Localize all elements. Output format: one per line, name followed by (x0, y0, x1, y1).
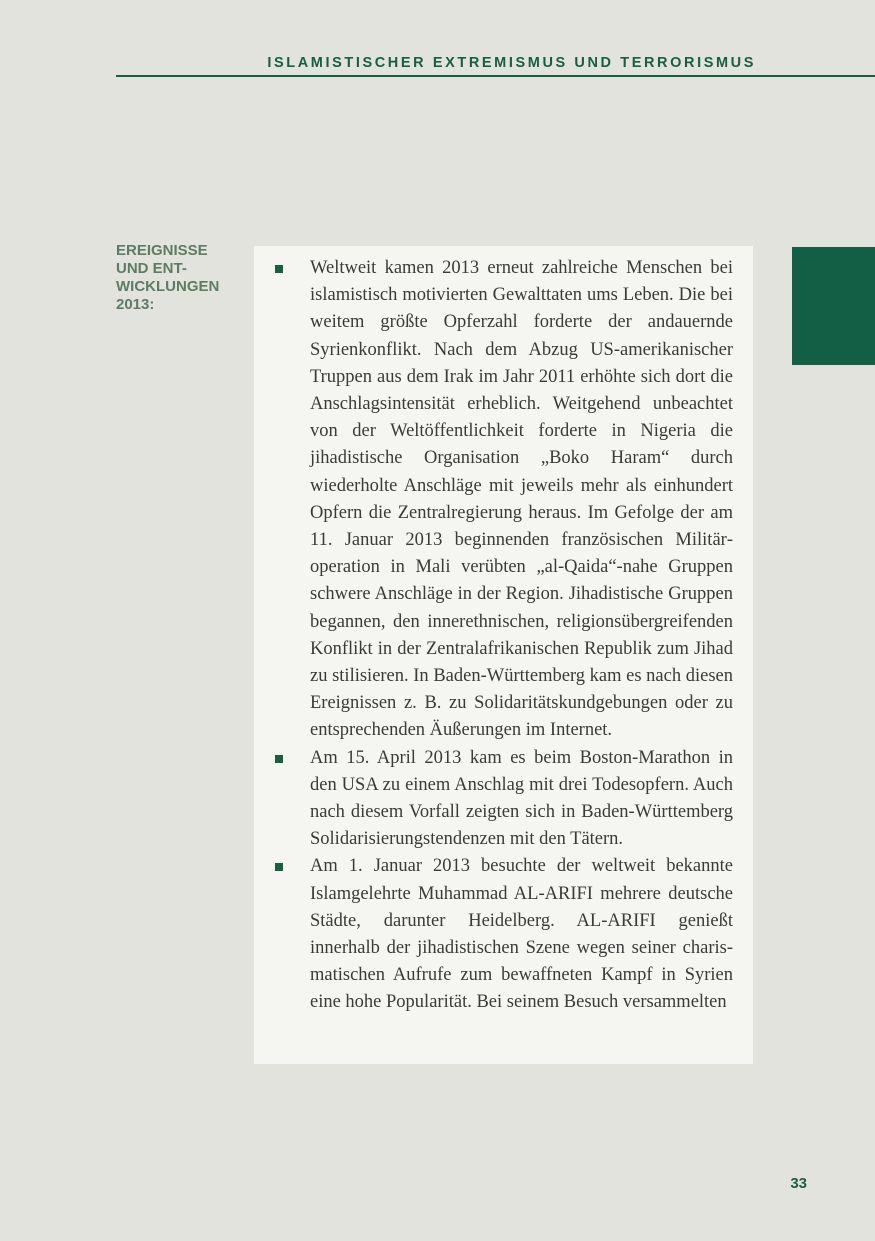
bullet-list (310, 255, 733, 1017)
bullet-item (310, 255, 733, 745)
chapter-side-tab (792, 247, 875, 365)
header-rule (116, 75, 875, 77)
bullet-item (310, 745, 733, 854)
page-number: 33 (790, 1175, 807, 1192)
square-bullet-icon (275, 863, 283, 871)
section-heading (116, 242, 246, 314)
running-header-title: ISLAMISTISCHER EXTREMISMUS UND TERRORISMUS (267, 55, 756, 71)
bullet-text: Am 15. April 2013 kam es beim Boston-Marathon in den USA zu einem Anschlag mit drei Todesopfern. Auch nach diesem Vorfall zeigten sich in Baden-Württemberg Solidarisierungstendenzen mit den Tätern. (310, 747, 733, 850)
section-heading-line: 2013: (116, 296, 155, 313)
square-bullet-icon (275, 265, 283, 273)
section-heading-line: UND ENT- (116, 260, 187, 277)
bullet-text: Weltweit kamen 2013 erneut zahlreiche Menschen bei islamistisch motivierten Gewalttaten ums Leben. Die bei weitem größte Opferzahl forderte der andauernde Syrienkonflikt. Nach dem Abzug US-amerikanischer Truppen aus dem Irak im Jahr 2011 erhöhte sich dort die Anschlagsintensität erheblich. Weitgehend unbeachtet von der Weltöffentlichkeit forderte in Nigeria die jihadistische Organisation „Boko Haram“ durch wiederholte Anschläge mit jeweils mehr als einhundert Opfern die Zentralregierung heraus. Im Gefolge der am 11. Januar 2013 beginnenden französischen Militäroperation in Mali verübten „al-Qaida“-nahe Gruppen schwere Anschläge in der Region. Jihadistische Gruppen begannen, den innerethnischen, religionsübergreifenden Konflikt in der Zentralafrikanischen Republik zum Jihad zu stilisieren. In Baden-Württemberg kam es nach diesen Ereignissen z. B. zu Solidaritätskundgebungen oder zu entsprechenden Äußerungen im Internet. (310, 258, 733, 741)
bullet-item (310, 853, 733, 1016)
bullet-text: Am 1. Januar 2013 besuchte der weltweit bekannte Islamgelehrte Muhammad AL-ARIFI mehrere deutsche Städte, darunter Heidelberg. AL-ARIFI genießt innerhalb der jihadistischen Szene wegen seiner charismatischen Aufrufe zum bewaffneten Kampf in Syrien eine hohe Popularität. Bei seinem Besuch versammelten (310, 856, 733, 1013)
square-bullet-icon (275, 755, 283, 763)
section-heading-line: WICKLUNGEN (116, 278, 220, 295)
section-heading-line: EREIGNISSE (116, 242, 208, 259)
